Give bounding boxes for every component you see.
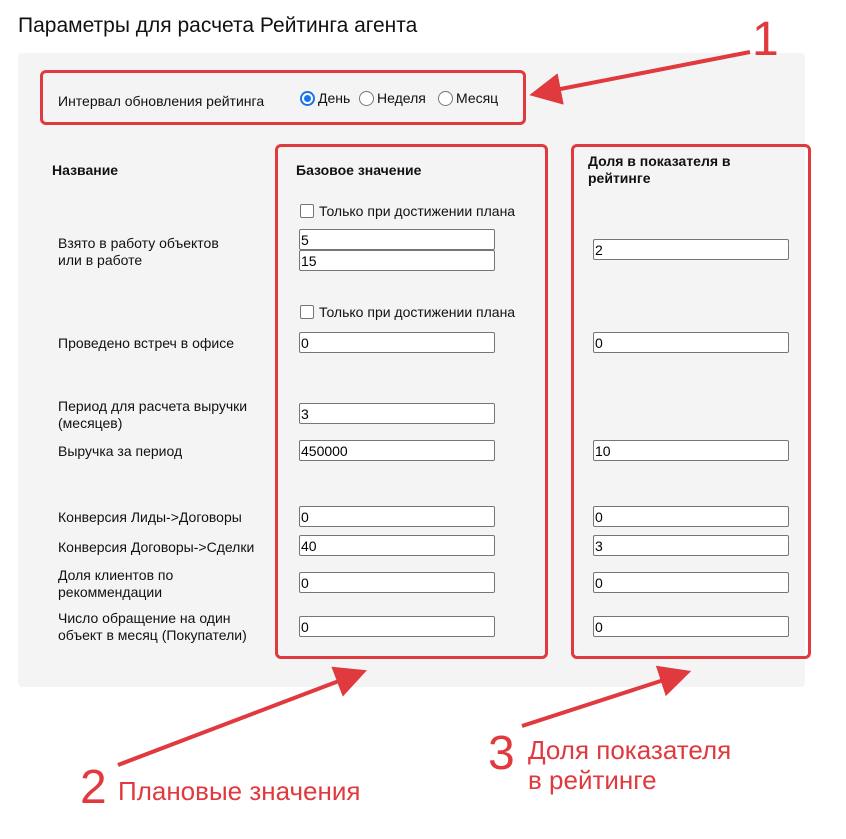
radio-day-label: День <box>318 90 351 106</box>
annotation-number-2: 2 <box>80 761 107 814</box>
label-revenue-period-line1: Период для расчета выручки <box>58 398 248 414</box>
label-referral-share-line1: Доля клиентов по <box>58 567 174 583</box>
plan-only-checkbox-2-label: Только при достижении плана <box>319 304 516 320</box>
arrow-2 <box>118 676 352 765</box>
label-conv-deals: Конверсия Договоры->Сделки <box>58 539 255 555</box>
column-header-base: Базовое значение <box>296 162 422 178</box>
label-requests-per-object-line2: объект в месяц (Покупатели) <box>58 627 247 643</box>
page-title: Параметры для расчета Рейтинга агента <box>18 14 418 37</box>
annotation-caption-3 <box>528 735 731 795</box>
column-header-name: Название <box>52 162 119 178</box>
label-revenue-period-line2: (месяцев) <box>58 415 123 431</box>
label-taken-objects-line2: или в работе <box>58 252 143 268</box>
annotation-caption-3-line1: Доля показателя <box>528 735 732 765</box>
interval-label: Интервал обновления рейтинга <box>58 93 265 109</box>
label-conv-leads: Конверсия Лиды->Договоры <box>58 509 242 525</box>
plan-only-checkbox-1-label: Только при достижении плана <box>319 203 516 219</box>
radio-week-label: Неделя <box>377 90 426 106</box>
arrow-1 <box>545 52 750 92</box>
annotation-caption-2: Плановые значения <box>118 776 361 806</box>
label-referral-share-line2: рекоммендации <box>58 584 163 600</box>
annotation-caption-3-line2: в рейтинге <box>528 765 657 795</box>
column-header-share: Доля в показателя в рейтинге <box>588 153 731 186</box>
label-taken-objects-line1: Взято в работу объектов <box>58 235 219 251</box>
label-requests-per-object-line1: Число обращение на один <box>58 610 231 626</box>
radio-month-label: Месяц <box>456 90 499 106</box>
annotation-number-1: 1 <box>752 13 779 66</box>
annotation-number-3: 3 <box>488 727 515 780</box>
arrow-3 <box>522 676 676 726</box>
label-office-meetings: Проведено встреч в офисе <box>58 335 234 351</box>
label-revenue: Выручка за период <box>58 443 183 459</box>
